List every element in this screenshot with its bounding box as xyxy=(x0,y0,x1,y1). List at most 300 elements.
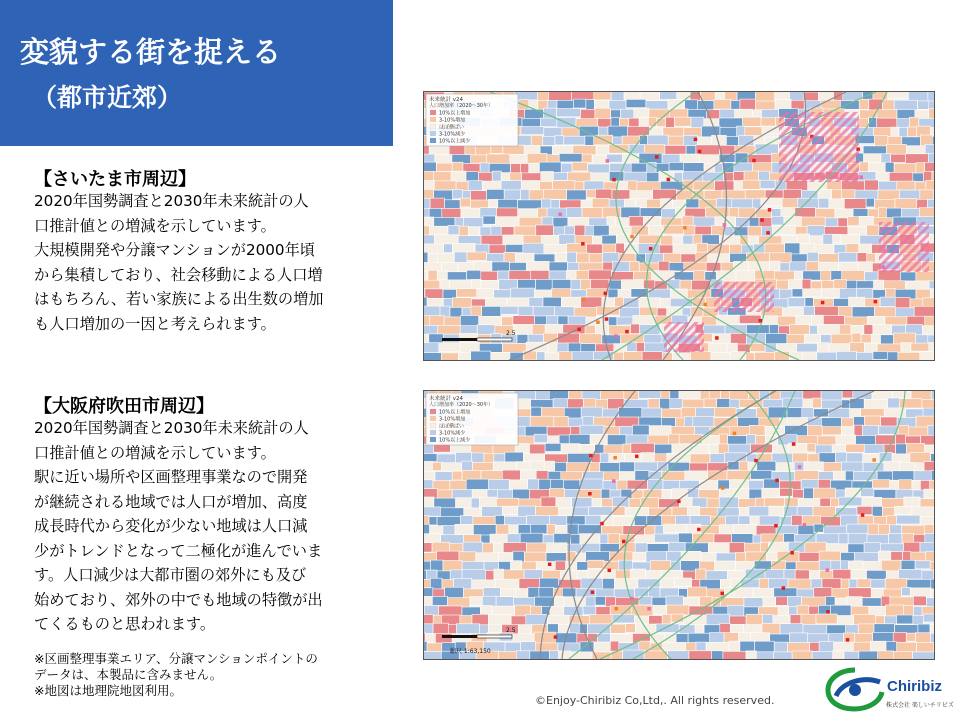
map-area xyxy=(577,562,588,571)
map-area xyxy=(930,625,934,634)
map-area xyxy=(690,352,710,360)
map-area xyxy=(871,579,885,588)
map-area xyxy=(642,352,662,360)
map-area xyxy=(588,560,604,568)
map-area xyxy=(540,118,557,127)
section-body-suita xyxy=(34,416,379,637)
map-area xyxy=(812,398,821,408)
map-area xyxy=(675,578,692,586)
map-point xyxy=(604,292,608,296)
map-area xyxy=(625,624,635,633)
map-point xyxy=(860,175,864,179)
map-point xyxy=(821,301,825,305)
map-area xyxy=(424,624,433,634)
map-area xyxy=(762,488,780,498)
map-area xyxy=(521,127,544,135)
map-point xyxy=(613,456,617,460)
legend-label: 10%以上減少 xyxy=(439,138,471,145)
map-area xyxy=(821,391,842,401)
map-area xyxy=(867,253,876,262)
map-area xyxy=(424,543,432,552)
map-area xyxy=(626,99,646,107)
map-point xyxy=(790,551,794,555)
map-area xyxy=(714,100,731,110)
body-line: が継続される地域では人口が増加、高度 xyxy=(34,492,308,511)
map-area xyxy=(804,462,823,471)
map-area xyxy=(590,434,607,444)
map-area xyxy=(792,651,812,659)
map-area xyxy=(864,416,880,426)
legend-swatch xyxy=(430,138,436,143)
map-area xyxy=(826,597,836,606)
body-line: 駅に近い場所や区画整理事業なので開発 xyxy=(34,468,308,486)
logo-mark-icon xyxy=(824,666,886,712)
map-area xyxy=(662,516,676,526)
map-area xyxy=(633,552,646,561)
map-area xyxy=(759,516,780,525)
map-area xyxy=(555,136,564,145)
map-area xyxy=(434,181,456,190)
map-area xyxy=(608,317,617,327)
map-area xyxy=(928,425,934,436)
map-area xyxy=(911,343,929,351)
legend-label: 10%以上減少 xyxy=(439,437,471,444)
map-area xyxy=(426,634,436,642)
map-suita-canvas xyxy=(424,391,934,659)
map-area xyxy=(611,651,623,659)
map-area xyxy=(854,417,865,426)
map-area xyxy=(718,444,728,454)
map-area xyxy=(902,587,911,595)
map-area xyxy=(723,651,746,659)
map-area xyxy=(480,227,491,236)
map-point xyxy=(677,500,681,504)
map-area xyxy=(585,325,595,334)
map-area xyxy=(494,454,505,463)
map-area xyxy=(549,651,558,660)
map-area xyxy=(857,352,873,360)
map-area xyxy=(635,471,649,481)
map-area xyxy=(595,597,605,606)
map-area xyxy=(920,352,934,360)
map-area xyxy=(829,634,844,643)
map-area xyxy=(542,217,553,226)
logo-name: Chiribiz xyxy=(887,678,942,695)
map-point xyxy=(715,336,719,340)
map-area xyxy=(854,614,876,625)
map-area xyxy=(840,101,859,110)
map-area xyxy=(557,109,581,117)
body-line: から集積しており、社会移動による人口増 xyxy=(34,265,323,284)
map-area xyxy=(831,561,841,570)
map-area xyxy=(502,470,520,480)
map-area xyxy=(498,652,516,659)
map-area xyxy=(783,190,801,200)
map-point xyxy=(803,523,807,527)
map-area xyxy=(570,427,580,436)
map-area xyxy=(609,172,624,182)
legend-label: 3-10%増加 xyxy=(439,416,466,423)
map-area xyxy=(822,289,840,298)
map-point xyxy=(733,432,737,436)
map-area xyxy=(896,515,920,524)
map-area xyxy=(504,516,526,525)
map-area xyxy=(804,334,820,343)
map-area xyxy=(496,217,520,227)
map-area xyxy=(629,498,641,507)
legend-label: 3-10%減少 xyxy=(439,430,466,437)
map-area xyxy=(451,171,466,181)
body-line: 始めており、郊外の中でも地域の特徴が出 xyxy=(34,590,323,609)
map-point xyxy=(826,568,830,572)
map-area xyxy=(876,172,889,181)
map-area xyxy=(913,596,926,606)
map-point xyxy=(554,635,558,639)
map-point xyxy=(647,607,651,611)
map-area xyxy=(823,234,833,245)
project-area xyxy=(714,282,774,312)
map-area xyxy=(545,443,561,451)
map-area xyxy=(460,198,470,207)
map-area xyxy=(739,632,751,642)
map-area xyxy=(895,308,914,317)
map-area xyxy=(466,172,479,181)
map-area xyxy=(482,306,501,316)
map-point xyxy=(630,235,634,239)
map-area xyxy=(582,154,592,163)
map-area xyxy=(543,136,556,145)
map-saitama-canvas xyxy=(424,92,934,360)
map-area xyxy=(712,226,725,236)
map-area xyxy=(588,164,610,173)
map-point xyxy=(630,597,634,601)
map-area xyxy=(564,607,583,617)
map-area xyxy=(468,181,482,191)
map-area xyxy=(424,252,428,262)
map-area xyxy=(788,298,805,307)
map-area xyxy=(906,281,930,290)
map-area xyxy=(459,226,468,236)
map-area xyxy=(654,534,678,542)
map-area xyxy=(819,262,839,271)
title-banner xyxy=(0,0,393,146)
map-area xyxy=(929,281,934,289)
footnote-line: ※地図は地理院地図利用。 xyxy=(34,683,182,698)
map-area xyxy=(545,353,559,360)
map-area xyxy=(646,571,661,580)
map-legend xyxy=(426,393,518,445)
map-area xyxy=(802,352,817,360)
map-point xyxy=(635,455,639,459)
map-area xyxy=(880,297,895,306)
map-area xyxy=(793,490,804,499)
map-area xyxy=(607,435,626,445)
map-area xyxy=(585,136,594,145)
map-area xyxy=(555,525,567,533)
map-area xyxy=(911,552,926,561)
map-saitama xyxy=(423,91,935,361)
map-area xyxy=(453,189,463,198)
map-area xyxy=(679,497,692,507)
map-area xyxy=(704,399,717,407)
legend-swatch xyxy=(430,131,436,136)
map-area xyxy=(727,470,751,480)
footnote-line: データは、本製品に含みません。 xyxy=(34,667,223,682)
map-area xyxy=(668,651,689,659)
map-point xyxy=(697,528,701,532)
map-area xyxy=(432,462,441,470)
map-point xyxy=(655,155,659,159)
map-area xyxy=(848,588,871,598)
scale-text: 縮尺 1:63,150 xyxy=(450,648,491,655)
map-area xyxy=(925,144,934,154)
map-point xyxy=(874,300,878,304)
map-point xyxy=(759,319,763,323)
body-line: てくるものと思われます。 xyxy=(34,615,216,633)
legend-swatch xyxy=(430,430,436,435)
map-area xyxy=(735,153,748,164)
project-area xyxy=(779,112,859,182)
map-area xyxy=(424,454,437,462)
map-area xyxy=(757,461,776,471)
map-area xyxy=(667,280,680,289)
map-point xyxy=(600,522,604,526)
map-point xyxy=(698,150,702,154)
map-area xyxy=(817,352,837,360)
map-area xyxy=(594,92,611,100)
map-area xyxy=(441,353,458,360)
map-area xyxy=(729,542,744,553)
map-area xyxy=(812,652,833,659)
map-area xyxy=(450,480,466,490)
map-area xyxy=(559,651,571,659)
map-point xyxy=(861,513,865,517)
map-area xyxy=(609,144,629,153)
map-area xyxy=(424,652,441,660)
map-area xyxy=(774,652,793,659)
map-point xyxy=(752,159,756,163)
map-area xyxy=(751,471,772,480)
map-area xyxy=(456,289,476,298)
map-area xyxy=(833,234,841,243)
map-point xyxy=(622,540,626,544)
map-area xyxy=(491,352,510,360)
map-area xyxy=(687,587,706,597)
map-area xyxy=(682,216,693,226)
map-area xyxy=(427,299,443,307)
map-area xyxy=(470,597,483,606)
map-point xyxy=(846,638,850,642)
map-area xyxy=(842,391,853,398)
map-area xyxy=(594,642,610,653)
map-point xyxy=(612,479,616,483)
map-point xyxy=(782,586,786,590)
map-area xyxy=(816,614,837,624)
map-area xyxy=(903,551,911,560)
map-area xyxy=(924,489,934,498)
map-point xyxy=(766,231,770,235)
map-point xyxy=(577,328,581,332)
map-area xyxy=(865,298,880,307)
map-area xyxy=(589,507,613,515)
map-area xyxy=(611,624,626,633)
map-area xyxy=(895,297,910,308)
map-area xyxy=(833,471,845,480)
map-area xyxy=(901,209,919,218)
map-area xyxy=(734,181,742,191)
map-area xyxy=(790,633,808,643)
map-point xyxy=(723,223,727,227)
map-area xyxy=(818,198,829,208)
map-area xyxy=(772,216,784,225)
map-area xyxy=(559,352,572,360)
map-area xyxy=(424,353,441,360)
map-area xyxy=(590,615,613,625)
logo-subtext: 株式会社 楽しいチリビズ xyxy=(886,702,954,709)
footnote-line: ※区画整理事業エリア、分譲マンションポイントの xyxy=(34,651,318,666)
map-area xyxy=(612,615,634,623)
map-area xyxy=(502,506,518,514)
map-point xyxy=(606,159,610,163)
map-area xyxy=(823,316,844,325)
map-area xyxy=(810,642,820,651)
map-area xyxy=(730,624,743,633)
map-area xyxy=(670,399,683,409)
map-area xyxy=(750,344,765,352)
map-area xyxy=(523,351,536,360)
map-area xyxy=(442,463,462,471)
map-area xyxy=(792,289,803,297)
map-area xyxy=(460,516,473,526)
legend-swatch xyxy=(430,124,436,129)
map-area xyxy=(660,92,677,100)
map-area xyxy=(743,117,761,126)
map-area xyxy=(839,534,848,545)
map-area xyxy=(689,651,712,659)
map-point xyxy=(612,178,616,182)
page-subtitle: （都市近郊） xyxy=(32,83,183,112)
map-area xyxy=(861,488,874,496)
map-area xyxy=(866,198,874,207)
map-area xyxy=(925,316,934,326)
map-point xyxy=(614,334,618,338)
map-area xyxy=(859,162,868,173)
map-legend xyxy=(426,94,518,146)
map-area xyxy=(639,391,661,398)
map-area xyxy=(878,651,894,659)
map-area xyxy=(646,172,659,182)
map-point xyxy=(667,178,671,182)
map-point xyxy=(792,442,796,446)
map-point xyxy=(589,454,593,458)
project-area xyxy=(879,222,929,272)
map-area xyxy=(712,651,723,659)
scale-label: 2.5 xyxy=(506,330,516,337)
map-area xyxy=(906,633,915,641)
legend-swatch xyxy=(430,423,436,428)
map-area xyxy=(700,92,715,101)
map-area xyxy=(833,651,844,659)
map-area xyxy=(504,190,520,200)
map-area xyxy=(615,218,629,227)
map-area xyxy=(669,263,684,271)
body-line: 成長時代から変化が少ない地域は人口減 xyxy=(34,517,308,535)
map-area xyxy=(760,180,775,188)
map-area xyxy=(788,280,802,289)
map-area xyxy=(776,597,788,606)
body-line: 少がトレンドとなって二極化が進んでいま xyxy=(34,541,323,560)
map-area xyxy=(818,254,838,263)
map-area xyxy=(913,652,934,659)
page-title: 変貌する街を捉える xyxy=(20,35,282,69)
map-area xyxy=(456,624,479,634)
map-area xyxy=(706,263,721,272)
legend-swatch xyxy=(430,416,436,421)
map-area xyxy=(553,172,567,180)
map-area xyxy=(564,136,585,145)
map-area xyxy=(571,280,581,290)
map-area xyxy=(482,181,501,190)
map-area xyxy=(828,408,849,418)
map-point xyxy=(625,330,629,334)
map-area xyxy=(830,498,838,507)
map-point xyxy=(768,208,772,212)
map-area xyxy=(851,325,864,333)
map-area xyxy=(671,614,684,622)
map-area xyxy=(899,569,922,579)
map-area xyxy=(697,137,711,145)
map-area xyxy=(861,409,885,417)
map-area xyxy=(739,315,761,323)
map-area xyxy=(841,418,853,427)
map-area xyxy=(483,216,496,224)
legend-swatch xyxy=(430,117,436,122)
map-area xyxy=(885,317,907,325)
map-area xyxy=(603,472,619,481)
map-area xyxy=(846,444,865,452)
map-area xyxy=(424,306,440,317)
map-area xyxy=(887,352,898,360)
map-area xyxy=(586,190,595,198)
map-area xyxy=(467,252,487,261)
map-area xyxy=(501,306,518,314)
map-area xyxy=(608,534,619,545)
map-area xyxy=(427,643,442,652)
map-area xyxy=(857,506,872,514)
legend-subtitle: 人口増加率（2020〜30年） xyxy=(429,103,494,109)
map-area xyxy=(761,198,782,206)
legend-label: 10%以上増加 xyxy=(439,409,471,416)
map-area xyxy=(668,136,683,145)
map-area xyxy=(795,271,803,280)
map-area xyxy=(619,408,642,419)
map-point xyxy=(581,242,585,246)
map-point xyxy=(872,458,876,462)
map-area xyxy=(920,499,934,507)
map-point xyxy=(798,465,802,469)
legend-label: ほぼ横ばい xyxy=(439,423,465,430)
map-area xyxy=(471,351,491,360)
legend-swatch xyxy=(430,409,436,414)
map-area xyxy=(686,199,699,208)
map-area xyxy=(819,551,840,561)
map-area xyxy=(809,571,819,579)
map-area xyxy=(756,652,773,659)
map-area xyxy=(472,453,485,462)
map-area xyxy=(893,651,912,659)
map-area xyxy=(537,352,545,360)
map-area xyxy=(897,615,913,624)
